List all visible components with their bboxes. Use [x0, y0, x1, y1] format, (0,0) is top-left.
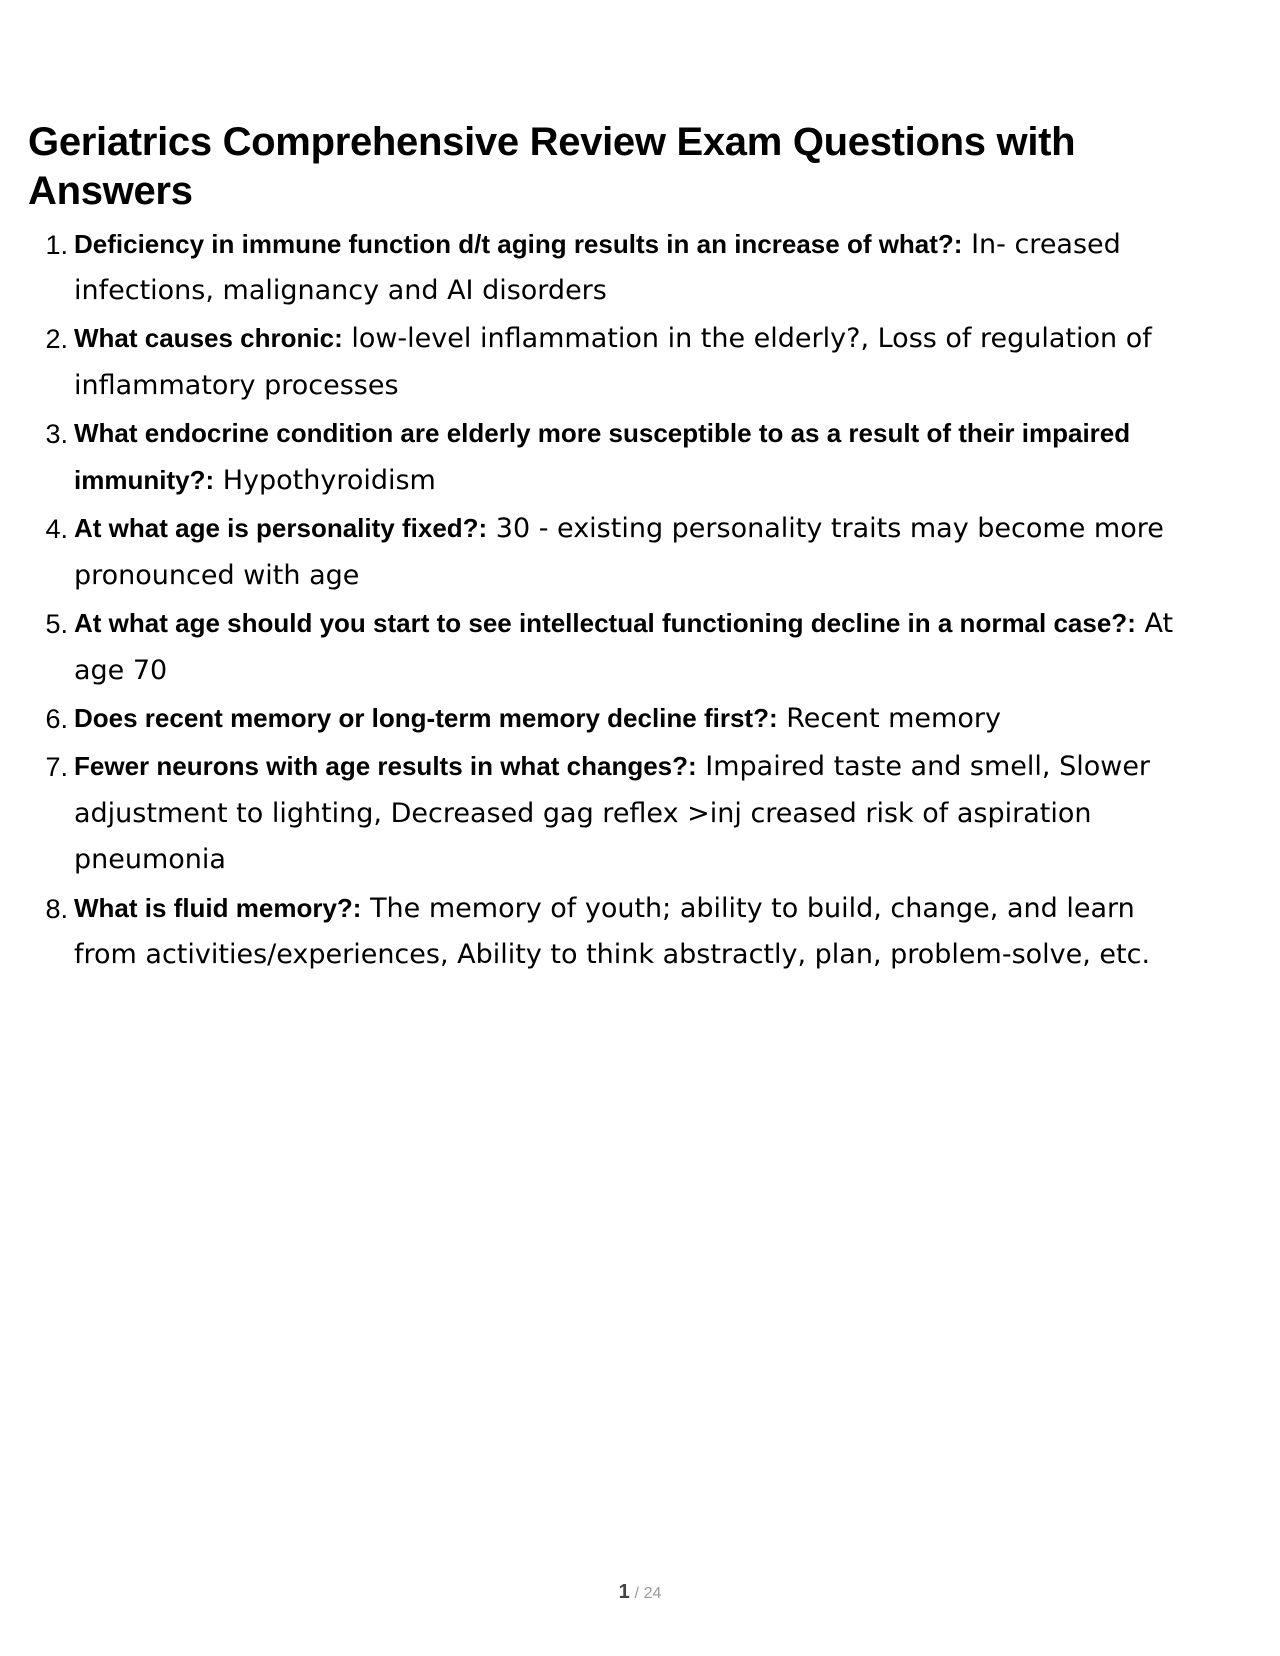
answer-text: The memory of youth; ability to build, change, and learn from activities/experiences, Ability to think abstractly, plan, problem-solve, etc.	[74, 892, 1151, 971]
question-text: At what age should you start to see intellectual functioning decline in a normal case?:	[74, 608, 1136, 639]
question-text: At what age is personality fixed?:	[74, 513, 488, 544]
list-item	[28, 316, 1180, 409]
page-title: Geriatrics Comprehensive Review Exam Questions with Answers	[28, 120, 1076, 213]
answer-text: Impaired taste and smell, Slower adjustment to lighting, Decreased gag reflex >inj creased risk of aspiration pneumonia	[74, 751, 1151, 876]
list-item	[28, 411, 1180, 504]
answer-text: Hypothyroidism	[222, 464, 436, 496]
list-item	[28, 886, 1180, 979]
page-number-indicator	[0, 1581, 1280, 1604]
list-item	[28, 696, 1180, 742]
total-page-count: 24	[643, 1585, 662, 1602]
list-item	[28, 222, 1180, 315]
answer-text: In- creased infections, malignancy and AI disorders	[74, 228, 1121, 307]
question-text: Fewer neurons with age results in what changes?:	[74, 751, 697, 782]
page-separator: /	[634, 1585, 639, 1602]
current-page-number: 1	[618, 1581, 630, 1603]
answer-text: 30 - existing personality traits may become more pronounced with age	[74, 513, 1164, 591]
question-text: Deficiency in immune function d/t aging results in an increase of what?:	[74, 228, 963, 259]
answer-text: At age 70	[74, 608, 1174, 686]
question-text: What causes chronic:	[74, 323, 343, 354]
list-item	[28, 744, 1180, 883]
answer-text: low-level inflammation in the elderly?, Loss of regulation of inflammatory processes	[74, 323, 1152, 401]
question-text: What endocrine condition are elderly more susceptible to as a result of their impaired immunity?:	[74, 418, 1131, 495]
list-item	[28, 506, 1180, 599]
question-text: Does recent memory or long-term memory decline first?:	[74, 702, 778, 733]
question-text: What is fluid memory?:	[74, 892, 362, 923]
question-answer-list	[28, 222, 1180, 979]
list-item	[28, 601, 1180, 694]
answer-text: Recent memory	[786, 702, 1001, 734]
